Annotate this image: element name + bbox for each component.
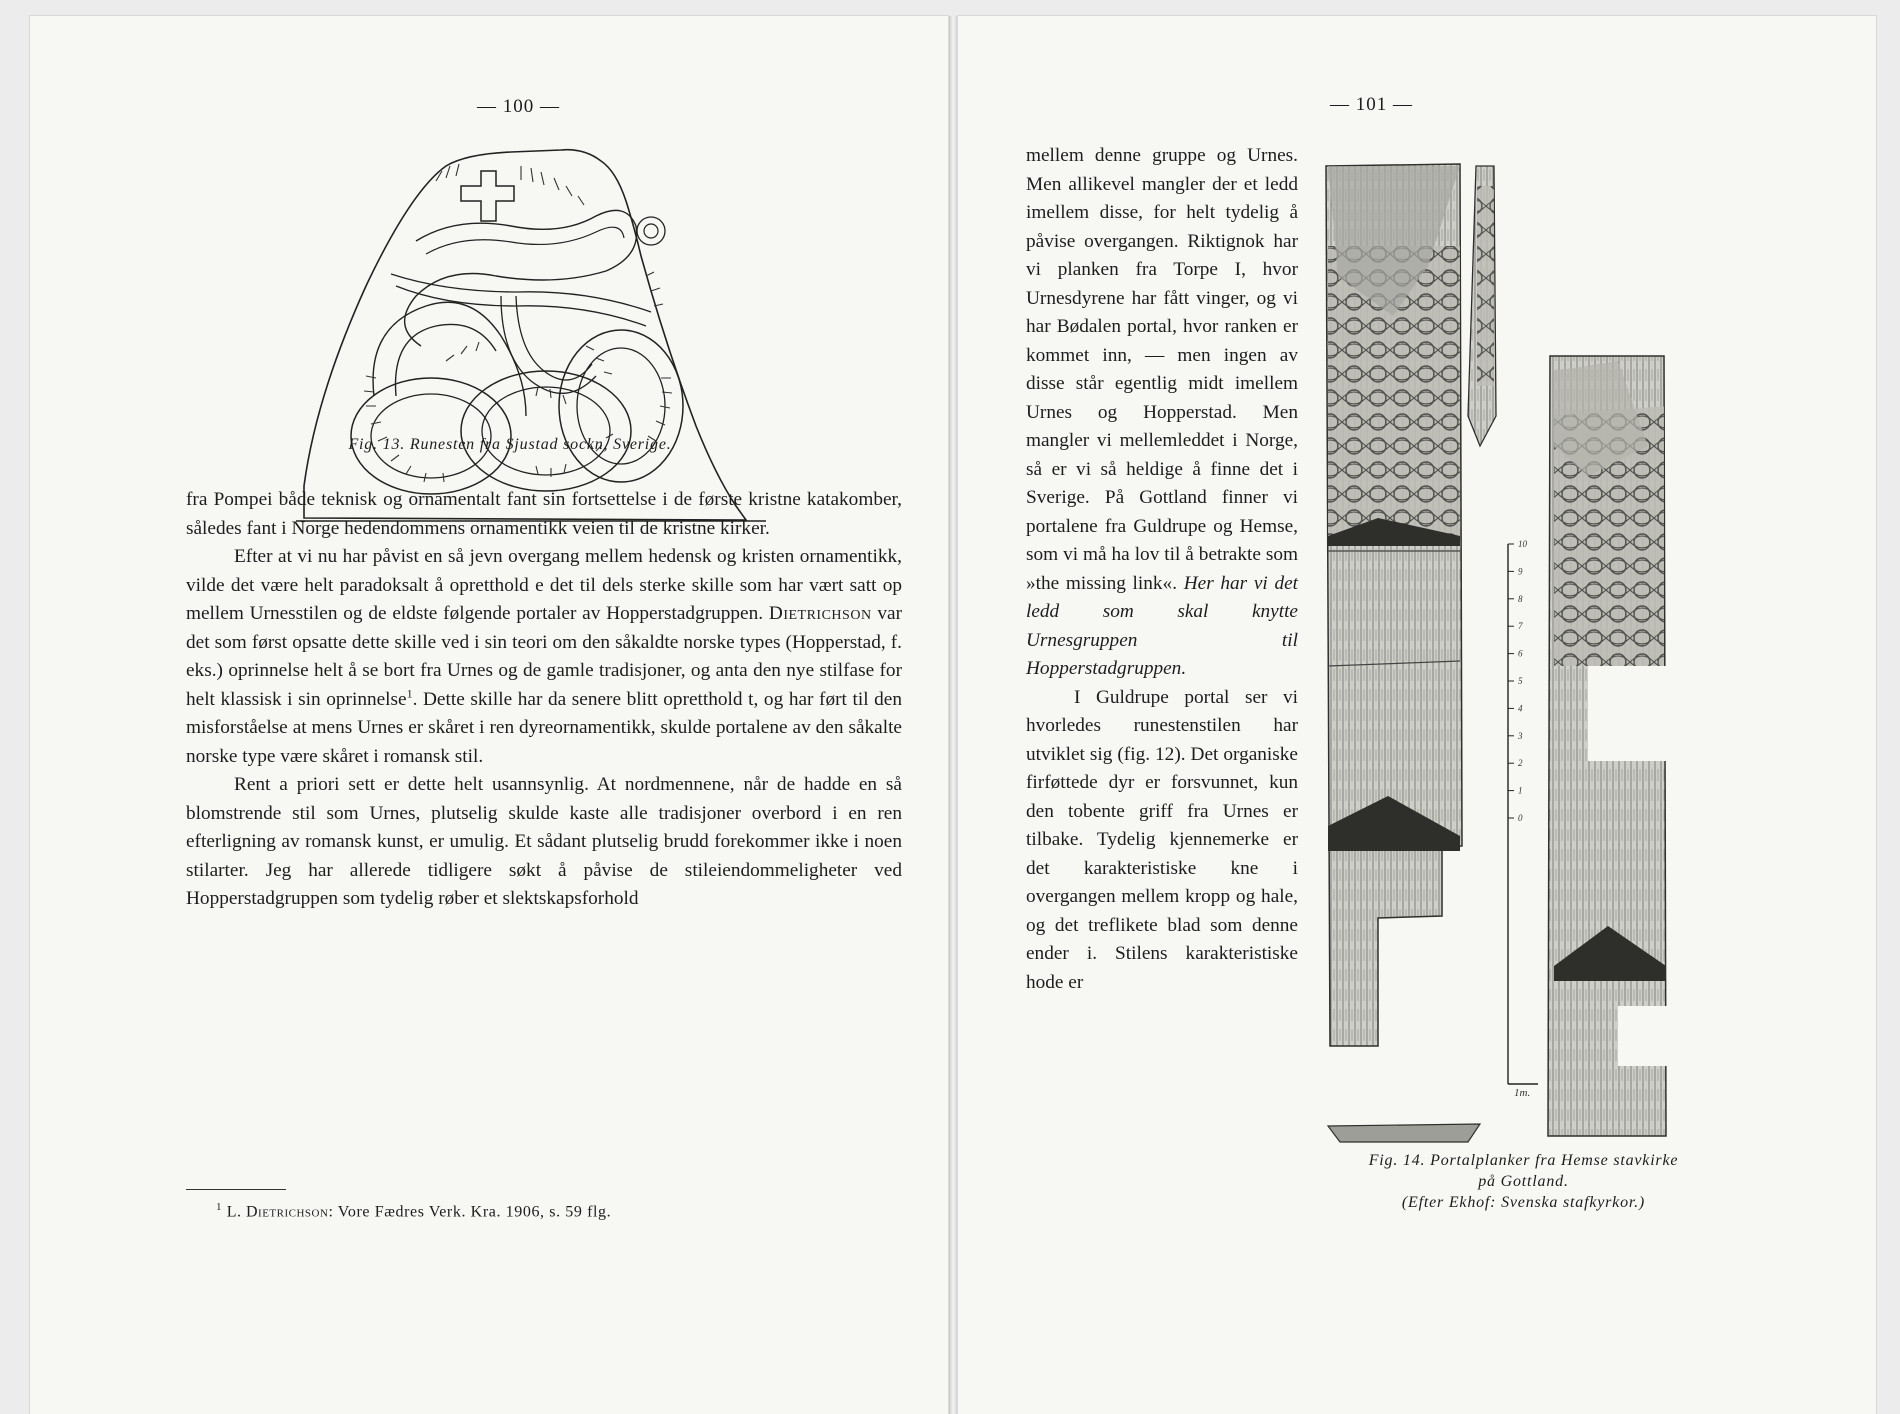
portal-planks-illustration <box>1318 146 1678 1136</box>
scale-tick-label: 0 <box>1518 813 1523 823</box>
plank-narrow <box>1468 166 1496 446</box>
runestone-outline <box>304 150 746 520</box>
paragraph-3: Rent a priori sett er dette helt usannsynlig. At nordmennene, når de hadde en så blomstrende stil som Urnes, plutselig skulde kaste alle tradisjoner overbord i en ren efterligning av romansk kunst, er umulig. Et sådant plutselig brudd forekommer ikke i noen stilarter. Jeg har allerede tidligere søkt å påvise de stileiendommeligheter ved Hopperstadgruppen som tydelig røber et slektskapsforhold <box>186 774 902 909</box>
column-italic-sentence: Her har vi det ledd som skal knytte Urnesgruppen til Hopperstadgruppen. <box>1026 572 1299 679</box>
column-paragraph-2: I Guldrupe portal ser vi hvorledes runestenstilen har utviklet sig (fig. 12). Det organiske firføttede dyr er forsvunnet, kun den tobente griff fra Urnes er tilbake. Tydelig kjennemerke er det karakteristiske kne i overgangen mellem kropp og hale, og det treflikete blad som denne ender i. Stilens karakteristiske hode er <box>1026 686 1298 993</box>
author-name-dietrichson: Dietrichson <box>768 603 872 624</box>
paragraph-2: Efter at vi nu har påvist en så jevn overgang mellem hedensk og kristen ornamentikk, vilde det være helt paradoksalt å opretthold e det til dels sterke skille som har vært satt op mellem Urnesstilen og de eldste følgende portaler av Hopperstadgruppen. Dietrichson var det som først opsatte dette skille ved i sin teori om den såkaldte norske types (Hopperstad, f. eks.) oprinnelse helt å se bort fra Urnes og de gamle tradisjoner, og anta den nye stilfase for helt klassisk i sin oprinnelse$^1$. Dette skille har da senere blitt opretthold t, og har ført til den misforståelse at mens Urnes er skåret i ren dyreornamentikk, skulde portalene av den såkalte norske type være skåret i romansk stil. <box>186 546 902 767</box>
scale-unit-label: 1m. <box>1514 1087 1531 1099</box>
footnote-rule <box>186 1189 286 1190</box>
figure-caption-13: Fig. 13. Runesten fra Sjustad sockn, Sverige. <box>348 436 672 453</box>
scale-tick-label: 4 <box>1518 703 1523 714</box>
scale-tick-label: 1 <box>1518 785 1523 796</box>
page-number-right: — 101 — <box>1330 94 1413 115</box>
scale-tick-label: 2 <box>1518 758 1523 769</box>
left-body-text <box>186 486 902 914</box>
column-paragraph-1: mellem denne gruppe og Urnes. Men allikevel mangler der et ledd imellem disse, for helt tydelig å påvise overgangen. Riktignok har vi planken fra Torpe I, hvor Urnesdyrene har fått vinger, og vi har Bødalen portal, hvor ranken er kommet inn, — men ingen av disse står egentlig midt imellem Urnes og Hopperstad. Men mangler vi mellemleddet i Norge, så er vi så heldige å finne det i Sverige. På Gottland finner vi portalene fra Guldrupe og Hemse, som vi må ha lov til å betrakte som »the missing link«. Her har vi det ledd som skal knytte Urnesgruppen til Hopperstadgruppen. <box>1026 145 1299 679</box>
footnote: $^1$ L. Dietrichson: Vore Fædres Verk. Kra. 1906, s. 59 flg. <box>216 1201 612 1221</box>
right-page <box>958 16 1876 1414</box>
scale-tick-label: 3 <box>1518 730 1523 741</box>
scale-bar <box>1508 539 1538 1099</box>
scale-tick-label: 6 <box>1518 648 1523 659</box>
book-spine <box>948 16 958 1414</box>
plank-left <box>1326 164 1462 1046</box>
right-column-text <box>1026 142 1298 997</box>
scale-tick-label: 10 <box>1518 539 1527 549</box>
scale-tick-label: 7 <box>1518 621 1523 632</box>
left-page <box>30 16 948 1414</box>
figure-caption-14: Fig. 14. Portalplanker fra Hemse stavkirke på Gottland. (Efter Ekhof: Svenska stafkyrkor.) <box>1368 1152 1679 1211</box>
plank-right <box>1548 356 1668 1136</box>
scale-tick-label: 9 <box>1518 566 1523 577</box>
cross-mark <box>461 171 514 221</box>
page-number-left: — 100 — <box>477 96 560 117</box>
paragraph-1: fra Pompei både teknisk og ornamentalt fant sin fortsettelse i de første kristne katakomber, således fant i Norge hedendommens ornamentikk veien til de kristne kirker. <box>186 489 902 539</box>
scale-tick-label: 8 <box>1518 593 1523 604</box>
footnote-ref: 1 <box>406 686 413 701</box>
scale-tick-label: 5 <box>1518 676 1523 686</box>
plank-base <box>1328 1124 1480 1142</box>
